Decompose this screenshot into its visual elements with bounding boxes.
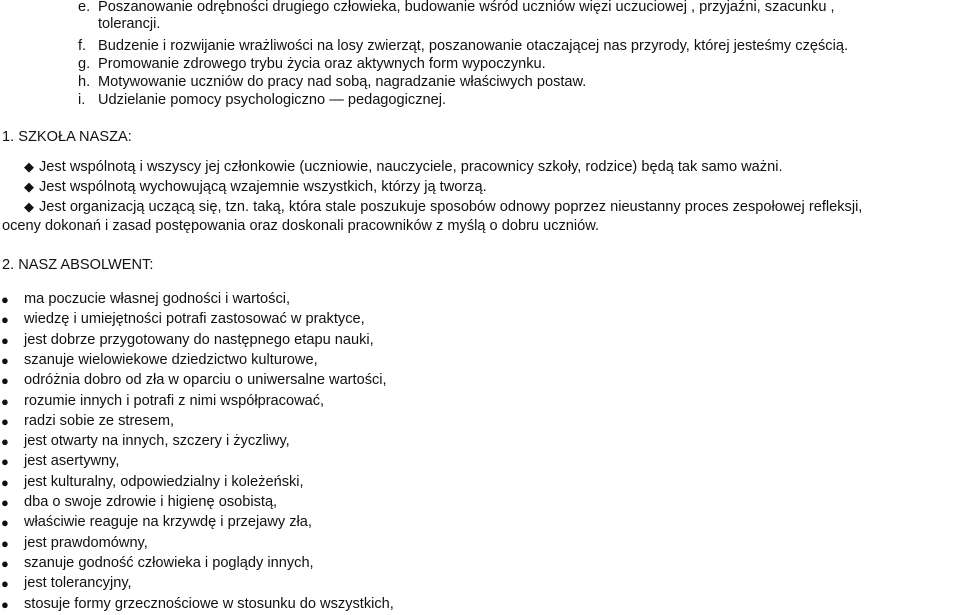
list-item-text: jest kulturalny, odpowiedzialny i koleżeński, <box>24 474 304 490</box>
diamond-bullet-icon: ◆ <box>24 159 34 174</box>
list-item-text: Poszanowanie odrębności drugiego człowieka, budowanie wśród uczniów więzi uczuciowej , przyjaźni, szacunku , <box>98 0 835 15</box>
round-bullet-icon: ● <box>1 292 9 307</box>
round-bullet-icon: ● <box>1 333 9 348</box>
list-item <box>24 177 487 197</box>
list-letter: f. <box>78 38 87 54</box>
list-item-text: Jest organizacją uczącą się, tzn. taką, która stale poszukuje sposobów odnowy poprzez nieustanny proces zespołowej refleksji, <box>39 199 863 215</box>
round-bullet-icon: ● <box>1 556 9 571</box>
diamond-bullet-icon: ◆ <box>24 179 34 194</box>
list-item-text: odróżnia dobro od zła w oparciu o uniwersalne wartości, <box>24 372 387 388</box>
round-bullet-icon: ● <box>1 394 9 409</box>
list-item-text: Motywowanie uczniów do pracy nad sobą, nagradzanie właściwych postaw. <box>98 74 587 90</box>
list-item-continuation: oceny dokonań i zasad postępowania oraz doskonali pracowników z myślą o dobru uczniów. <box>2 218 600 234</box>
round-bullet-icon: ● <box>1 475 9 490</box>
round-bullet-icon: ● <box>1 576 9 591</box>
list-item-f <box>78 37 848 56</box>
round-bullet-icon: ● <box>1 597 9 612</box>
round-bullet-icon: ● <box>1 373 9 388</box>
list-item-text: szanuje godność człowieka i poglądy innych, <box>24 555 314 571</box>
list-letter: h. <box>78 74 91 90</box>
list-item-text: radzi sobie ze stresem, <box>24 413 175 429</box>
list-item-e-continuation: tolerancji. <box>98 16 161 32</box>
list-item-text: ma poczucie własnej godności i wartości, <box>24 291 291 307</box>
list-item-i <box>78 91 446 110</box>
section-heading-szkola-nasza: 1. SZKOŁA NASZA: <box>2 129 132 145</box>
round-bullet-icon: ● <box>1 454 9 469</box>
list-letter: g. <box>78 56 91 72</box>
list-item-text: jest prawdomówny, <box>24 535 148 551</box>
list-item-h <box>78 73 586 92</box>
list-item-text: dba o swoje zdrowie i higienę osobistą, <box>24 494 278 510</box>
list-item-text: rozumie innych i potrafi z nimi współpracować, <box>24 393 325 409</box>
list-item-text: właściwie reaguje na krzywdę i przejawy zła, <box>24 514 312 530</box>
list-item-text: jest tolerancyjny, <box>24 575 132 591</box>
list-item-text: Jest wspólnotą i wszyscy jej członkowie (uczniowie, nauczyciele, pracownicy szkoły, rodzice) będą tak samo ważni. <box>39 159 783 175</box>
list-item-text: Jest wspólnotą wychowującą wzajemnie wszystkich, którzy ją tworzą. <box>39 179 487 195</box>
list-item-text: Budzenie i rozwijanie wrażliwości na losy zwierząt, poszanowanie otaczającej nas przyrody, której jesteśmy częścią. <box>98 38 849 54</box>
list-item-text: szanuje wielowiekowe dziedzictwo kulturowe, <box>24 352 318 368</box>
section-heading-nasz-absolwent: 2. NASZ ABSOLWENT: <box>2 257 154 273</box>
round-bullet-icon: ● <box>1 312 9 327</box>
list-letter: e. <box>78 0 91 15</box>
round-bullet-icon: ● <box>1 414 9 429</box>
list-item <box>24 197 862 217</box>
list-item-text: jest otwarty na innych, szczery i życzliwy, <box>24 433 290 449</box>
round-bullet-icon: ● <box>1 536 9 551</box>
round-bullet-icon: ● <box>1 495 9 510</box>
list-letter: i. <box>78 92 86 108</box>
list-item-text: Promowanie zdrowego trybu życia oraz aktywnych form wypoczynku. <box>98 56 546 72</box>
list-item-text: wiedzę i umiejętności potrafi zastosować w praktyce, <box>24 311 365 327</box>
list-item <box>24 157 783 177</box>
list-item-text: jest asertywny, <box>24 453 120 469</box>
list-item-text: jest dobrze przygotowany do następnego etapu nauki, <box>24 332 374 348</box>
round-bullet-icon: ● <box>1 515 9 530</box>
list-item-e <box>78 0 835 17</box>
diamond-bullet-icon: ◆ <box>24 199 34 214</box>
list-item-text: stosuje formy grzecznościowe w stosunku do wszystkich, <box>24 596 394 612</box>
list-item-g <box>78 55 546 74</box>
list-item-text: Udzielanie pomocy psychologiczno — pedagogicznej. <box>98 92 447 108</box>
round-bullet-icon: ● <box>1 353 9 368</box>
round-bullet-icon: ● <box>1 434 9 449</box>
